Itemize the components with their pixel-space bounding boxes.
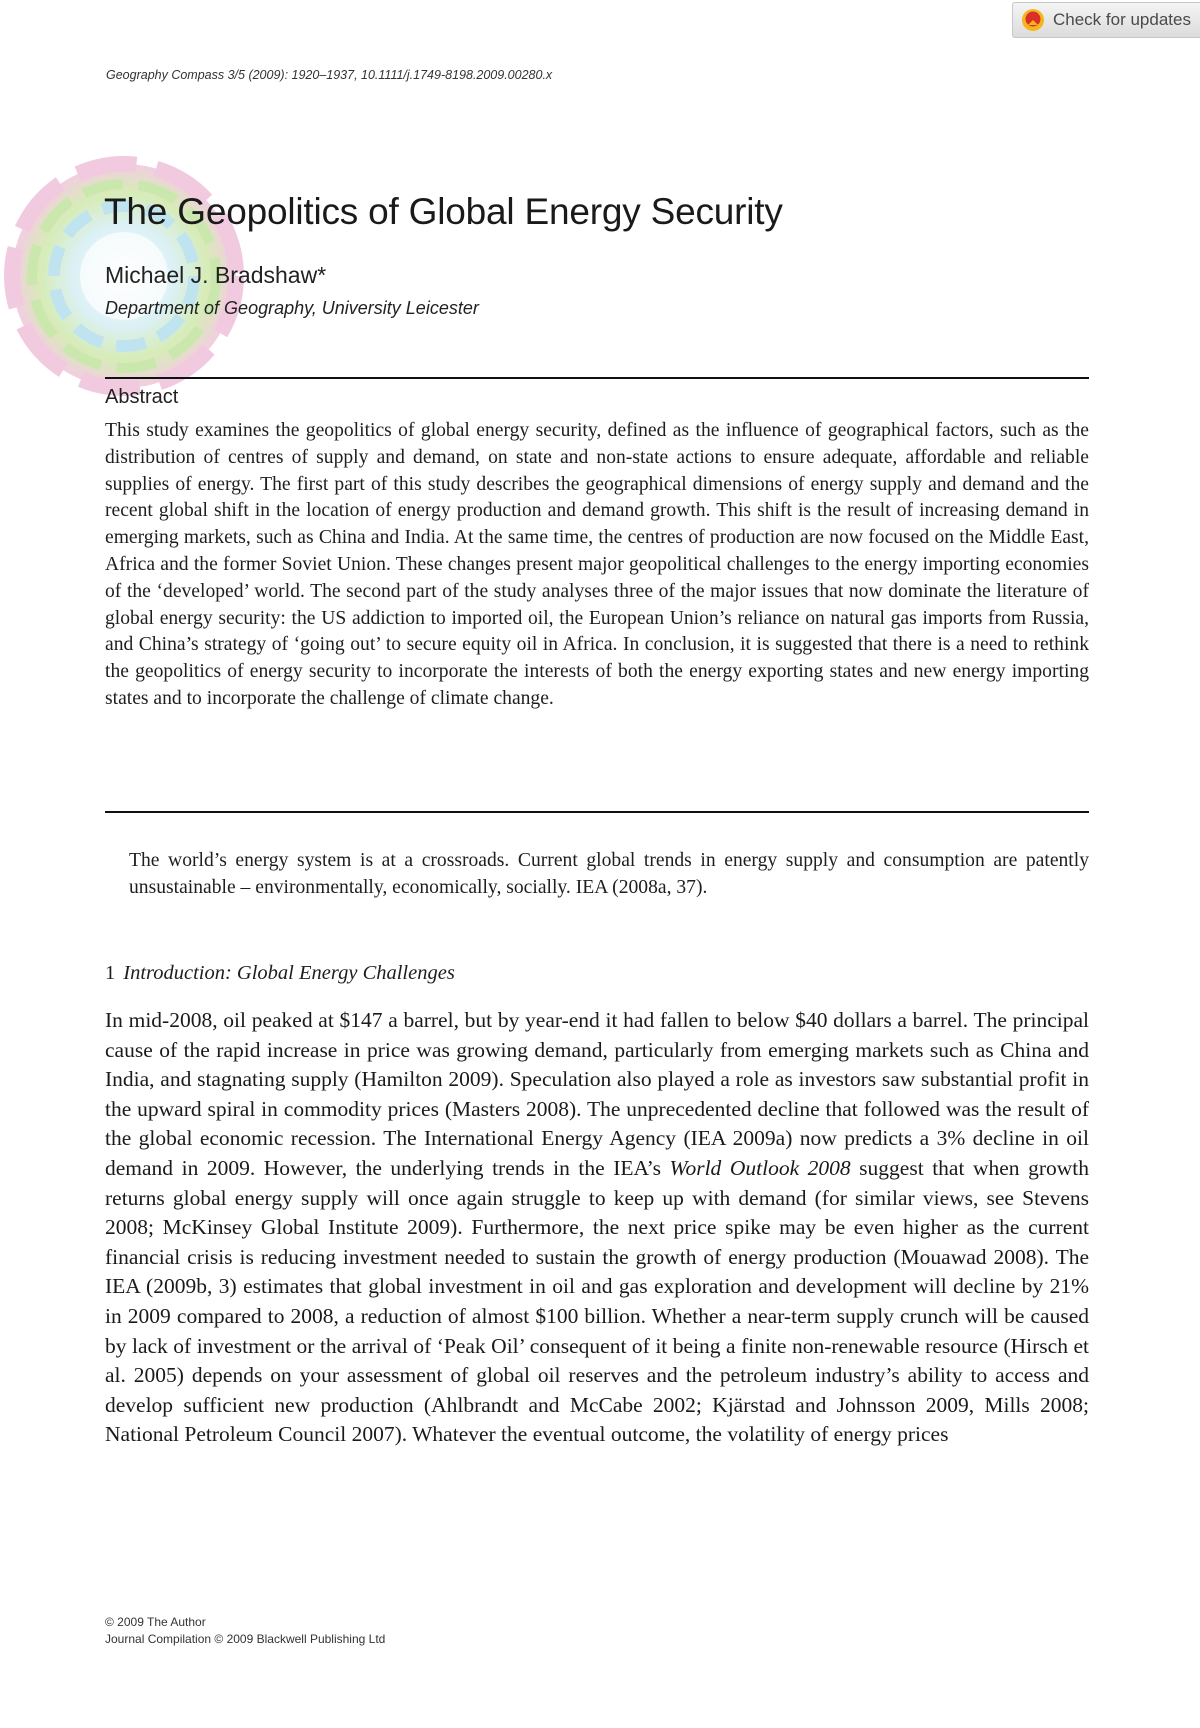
article-author: Michael J. Bradshaw*: [105, 262, 327, 288]
body-text-part2: suggest that when growth returns global energy supply will once again struggle to keep up with demand (for similar views, see Stevens 2008; McKinsey Global Institute 2009). Furthermore, the next price spike may be even higher as the current financial crisis is reducing investment needed to sustain the growth of energy production (Mouawad 2008). The IEA (2009b, 3) estimates that global investment in oil and gas exploration and development will decline by 21% in 2009 compared to 2008, a reduction of almost $100 billion. Whether a near-term supply crunch will be caused by lack of investment or the arrival of ‘Peak Oil’ consequent of it being a finite non-renewable resource (Hirsch et al. 2005) depends on your assessment of global oil reserves and the petroleum industry’s ability to access and develop sufficient new production (Ahlbrandt and McCabe 2002; Kjärstad and Johnsson 2009, Mills 2008; National Petroleum Council 2007). Whatever the eventual outcome, the volatility of energy prices: [105, 1155, 1089, 1447]
abstract-heading: Abstract: [105, 386, 179, 408]
check-for-updates-label: Check for updates: [1053, 10, 1191, 29]
body-paragraph: [105, 1006, 1089, 1450]
footer-copyright-author: © 2009 The Author: [105, 1615, 206, 1629]
abstract-bottom-rule: [105, 811, 1089, 813]
article-title: The Geopolitics of Global Energy Security: [104, 191, 783, 232]
crossmark-icon: [1021, 8, 1045, 32]
footer-copyright-journal: Journal Compilation © 2009 Blackwell Publishing Ltd: [105, 1632, 386, 1646]
section-title: Introduction: Global Energy Challenges: [123, 962, 455, 984]
page-footer: [105, 1614, 385, 1648]
epigraph-quote: The world’s energy system is at a crossroads. Current global trends in energy supply and consumption are patently unsustainable – environmentally, economically, socially. IEA (2008a, 37).: [129, 850, 1089, 898]
check-for-updates-button[interactable]: [1012, 2, 1200, 38]
author-affiliation: Department of Geography, University Leicester: [105, 298, 479, 318]
body-text-part1: In mid-2008, oil peaked at $147 a barrel, but by year-end it had fallen to below $40 dollars a barrel. The principal cause of the rapid increase in price was growing demand, particularly from emerging markets such as China and India, and stagnating supply (Hamilton 2009). Speculation also played a role as investors saw substantial profit in the upward spiral in commodity prices (Masters 2008). The unprecedented decline that followed was the result of the global economic recession. The International Energy Agency (IEA 2009a) now predicts a 3% decline in oil demand in 2009. However, the underlying trends in the IEA’s: [105, 1008, 1089, 1180]
abstract-top-rule: [105, 377, 1089, 379]
section-number: 1: [105, 962, 116, 984]
body-text-italic-title: World Outlook 2008: [669, 1155, 851, 1180]
abstract-text: This study examines the geopolitics of global energy security, defined as the influence of geographical factors, such as the distribution of centres of supply and demand, on state and non-state actions to ensure adequate, affordable and reliable supplies of energy. The first part of this study describes the geographical dimensions of energy supply and demand and the recent global shift in the location of energy production and demand growth. This shift is the result of increasing demand in emerging markets, such as China and India. At the same time, the centres of production are now focused on the Middle East, Africa and the former Soviet Union. These changes present major geopolitical challenges to the energy importing economies of the ‘developed’ world. The second part of the study analyses three of the major issues that now dominate the literature of global energy security: the US addiction to imported oil, the European Union’s reliance on natural gas imports from Russia, and China’s strategy of ‘going out’ to secure equity oil in Africa. In conclusion, it is suggested that there is a need to rethink the geopolitics of energy security to incorporate the interests of both the energy exporting states and new energy importing states and to incorporate the challenge of climate change.: [105, 420, 1089, 709]
section-heading: [105, 962, 455, 985]
journal-citation: Geography Compass 3/5 (2009): 1920–1937, 10.1111/j.1749-8198.2009.00280.x: [106, 68, 553, 82]
